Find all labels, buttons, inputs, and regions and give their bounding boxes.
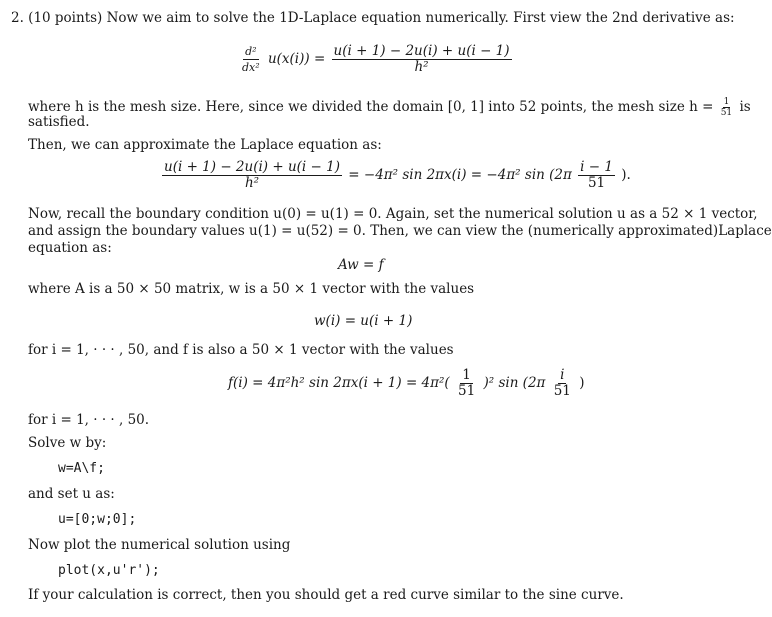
laplace-approx-equation <box>160 160 631 191</box>
eq5-frac2-numerator: i <box>560 367 565 383</box>
eq5-frac1-denominator: 51 <box>458 383 476 399</box>
f-definition-equation <box>228 368 584 399</box>
eq1-lhs-rest: u(x(i)) = <box>267 51 326 67</box>
eq1-rhs-denominator: h² <box>414 59 429 75</box>
code-solve-w: w=A\f; <box>58 461 105 476</box>
eq2-denominator: h² <box>244 175 260 191</box>
boundary-line-3: equation as: <box>28 240 112 256</box>
mesh-line-text-a: where h is the mesh size. Here, since we divided the domain [0, 1] into 52 points, the mesh size h = <box>28 99 714 115</box>
eq2-sin-fraction <box>578 160 615 191</box>
code-set-u: u=[0;w;0]; <box>58 512 137 527</box>
eq1-rhs-fraction <box>332 44 512 75</box>
eq5-part-b: )² sin (2π <box>483 375 546 391</box>
eq5-part-c: ) <box>579 375 585 391</box>
eq1-rhs-numerator: u(i + 1) − 2u(i) + u(i − 1) <box>333 43 510 59</box>
eq5-fraction-1 <box>456 368 477 399</box>
for-i-line: for i = 1, · · · , 50, and f is also a 50 × 1 vector with the values <box>28 342 454 358</box>
solve-w-line: Solve w by: <box>28 435 107 451</box>
eq5-part-a: f(i) = 4π²h² sin 2πx(i + 1) = 4π²( <box>228 375 450 391</box>
boundary-line-1: Now, recall the boundary condition u(0) = u(1) = 0. Again, set the numerical solution u as a 52 × 1 vector, <box>28 206 758 222</box>
dx2-denominator: dx² <box>242 61 260 74</box>
d2-numerator: d² <box>245 45 257 58</box>
set-u-line: and set u as: <box>28 486 115 502</box>
code-plot: plot(x,u'r'); <box>58 563 160 578</box>
eq2-end: ). <box>621 167 631 183</box>
eq5-frac2-denominator: 51 <box>553 383 571 399</box>
where-a-line: where A is a 50 × 50 matrix, w is a 50 × 1 vector with the values <box>28 281 475 297</box>
eq2-frac-numerator: i − 1 <box>580 159 613 175</box>
matrix-equation: Aw = f <box>338 257 384 273</box>
problem-intro: 2. (10 points) Now we aim to solve the 1D-Laplace equation numerically. First view the 2nd derivative as: <box>11 10 735 26</box>
w-definition-equation: w(i) = u(i + 1) <box>314 313 413 329</box>
approx-intro: Then, we can approximate the Laplace equation as: <box>28 137 382 153</box>
eq2-numerator: u(i + 1) − 2u(i) + u(i − 1) <box>164 159 340 175</box>
final-line: If your calculation is correct, then you should get a red curve similar to the sine curve. <box>28 587 624 603</box>
plot-line: Now plot the numerical solution using <box>28 537 291 553</box>
second-derivative-equation <box>238 44 514 75</box>
for-i-end-line: for i = 1, · · · , 50. <box>28 412 150 428</box>
mesh-frac-denominator: 51 <box>720 108 733 118</box>
eq2-middle: = −4π² sin 2πx(i) = −4π² sin (2π <box>348 167 572 183</box>
eq5-fraction-2 <box>552 368 573 399</box>
mesh-size-line-2: satisfied. <box>28 114 90 130</box>
mesh-frac-numerator: 1 <box>723 97 730 107</box>
eq5-frac1-numerator: 1 <box>462 367 471 383</box>
mesh-size-line-1 <box>28 97 751 118</box>
mesh-size-fraction <box>720 97 733 118</box>
eq2-frac-denominator: 51 <box>587 175 606 191</box>
d2-dx2-fraction <box>240 44 262 75</box>
mesh-line-text-b: is <box>739 99 751 115</box>
boundary-line-2: and assign the boundary values u(1) = u(52) = 0. Then, we can view the (numerically approximated)Laplace <box>28 223 772 239</box>
eq2-lhs-fraction <box>162 160 342 191</box>
